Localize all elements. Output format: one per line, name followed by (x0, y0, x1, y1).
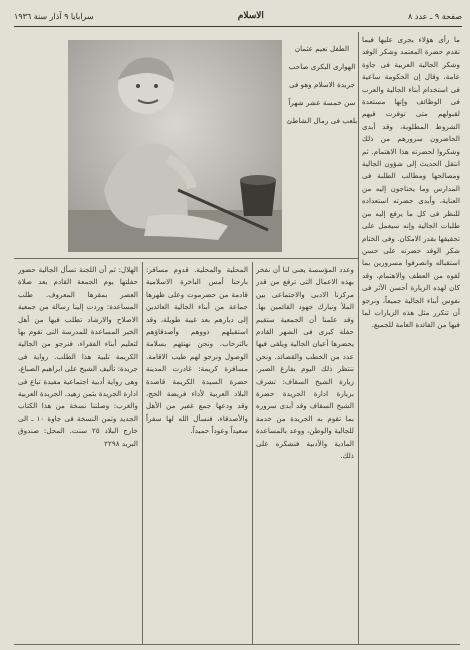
column-divider (142, 262, 143, 644)
column-b-text: المحلية والمحلية. قدوم مسافر: بارحنا أمس الباخرة الاسلامية قادمة من حضرموت وعلى ظهرها جماعة من أبناء الجالية العائدين إلى ديارهم بعد غيبة طويلة، وقد استقبلهم ذووهم وأصدقاؤهم بالترحاب. ونحن نهنئهم بسلامة الوصول ونرجو لهم طيب الاقامة. مسافرة كريمة: غادرت المدينة حضرة السيدة الكريمة قاصدة البلاد العربية لأداء فريضة الحج، وقد ودعها جمع غفير من الأهل والأصدقاء، فنسأل الله لها سفراً سعيداً وعوداً حميداً. (146, 265, 248, 436)
masthead-title: الاسلام (237, 11, 264, 21)
column-c-text: الهلال: ثم أن اللجنة تسأل الجالية حضور حفلتها يوم الجمعة القادم بعد صلاة العصر بمقرها المعروف. طلب المساعدة: وردت إلينا رسالة من جمعية الاصلاح والارشاد تطلب فيها من أهل الخير المساعدة للمدرسة التى تقوم بها لتعليم أبناء الفقراء، فنرجو من الجالية الكريمة تلبية هذا الطلب. رواية فى جريدة: تأليف الشيخ على ابراهيم الصباغ، وهى رواية أدبية اجتماعية مفيدة تباع فى ادارة الجريدة بثمن زهيد. الجريدة العربية والغرب: وصلتنا نسخة من هذا الكتاب الجديد وثمن النسخة فى جاوة ١٠ ـ الى خارج البلاد ٢٥ سنت. المحل: صندوق البريد ٢٢٩٨ (18, 265, 138, 448)
right-column-text: ما رأى هؤلاء يجرى عليها فيما تقدم حضرة المعتمد وشكر الوفد وشكر الجالية العربية فى جاوة عامة، وقال إن الحكومة ساعية فى استخدام أبناء الجالية والعرب فى الوظائف وإنها مستعدة لقبولهم متى توفرت فيهم الشروط المطلوبة، وقد أبدى الحاضرون سرورهم من ذلك وشكروا لحضرته هذا الاهتمام. ثم انتقل الحديث إلى شؤون الجالية ومصالحها ومطالب الطلبة فى المدارس وما يحتاجون إليه من العناية، وأبدى حضرته استعداده للنظر فى كل ما يرفع إليه من طلبات الجالية وإنه سيعمل على تحقيقها بقدر الامكان. وفى الختام شكر الوفد حضرته على حسن استقباله وانصرفوا مسرورين بما لقوه من العطف والاهتمام، وقد كان لهذه الزيارة أحسن الأثر فى نفوس أبناء الجالية جميعاً، ونرجو أن تتكرر مثل هذه الزيارات لما فيها من الفائدة العامة للجميع. (362, 35, 460, 330)
column-a (256, 264, 354, 644)
column-divider (358, 32, 359, 644)
header-page-number: صفحة ٩ ـ عدد ٨ (408, 11, 462, 21)
photo-caption: الطفل نعيم عثمان الهوارى البكرى صاحب جريدة الاسلام وهو فى سن خمسة عشر شهراً يلعب فى رمال الشاطئ (286, 44, 358, 125)
section-divider (14, 258, 358, 259)
bottom-rule (14, 644, 460, 645)
column-a-text: وعدد المؤسسة يعنى لنا أن نفخر بهذه الاعمال التى ترفع من قدر مركزنا الادبى والاجتماعى بين الملأ ونبارك جهود القائمين بها. وقد علمنا أن الجمعية ستقيم حفلة كبرى فى الشهر القادم يحضرها أعيان الجالية ويلقى فيها عدد من الخطب والقصائد. ونحن ننتظر ذلك اليوم بفارغ الصبر. زيارة الشيخ السقاف: تشرف بزيارة ادارة الجريدة حضرة الشيخ السقاف وقد أبدى سروره بما تقوم به الجريدة من خدمة للجالية والوطن، ووعد بالمساعدة المادية والأدبية فنشكره على ذلك. (256, 265, 354, 461)
right-column (362, 34, 460, 640)
column-c (18, 264, 138, 644)
child-photo (68, 40, 282, 252)
column-b (146, 264, 248, 644)
column-divider (252, 262, 253, 644)
header-date: سرابايا ٩ آذار سنة ١٩٣٦ (14, 11, 94, 21)
page-header (14, 6, 462, 27)
